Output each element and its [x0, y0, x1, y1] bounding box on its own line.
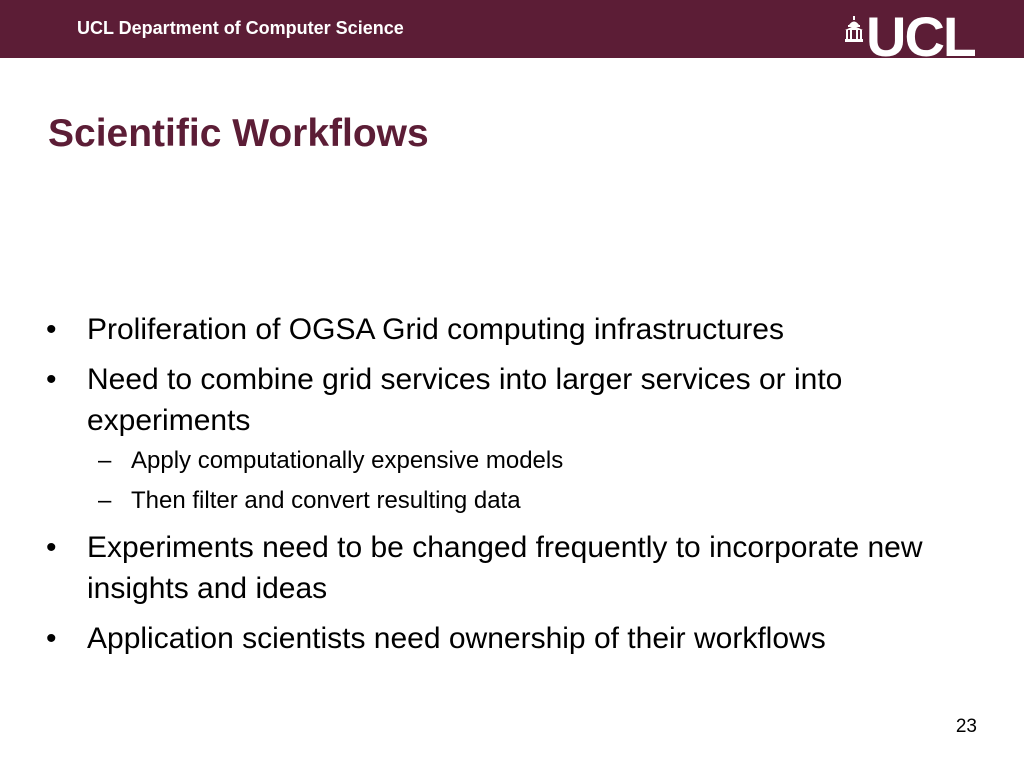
- bullet-text: Application scientists need ownership of their workflows: [87, 622, 826, 655]
- ucl-logo: [844, 15, 975, 59]
- bullet-list: [44, 309, 984, 668]
- logo-text: UCL: [866, 15, 976, 59]
- sub-bullet-text: Then filter and convert resulting data: [131, 487, 521, 514]
- bullet-item: [44, 359, 984, 441]
- page-number: 23: [955, 716, 977, 737]
- sub-bullet-marker: –: [98, 447, 112, 474]
- bullet-item: [44, 309, 984, 350]
- bullet-marker: •: [46, 363, 57, 396]
- bullet-text: Experiments need to be changed frequently to incorporate new insights and ideas: [87, 531, 923, 605]
- sub-bullet-marker: –: [98, 487, 112, 514]
- sub-bullet-item: [44, 445, 984, 477]
- bullet-text: Proliferation of OGSA Grid computing infrastructures: [87, 313, 784, 346]
- sub-bullet-item: [44, 485, 984, 517]
- bullet-marker: •: [46, 531, 57, 564]
- slide-title: Scientific Workflows: [48, 112, 429, 155]
- sub-bullet-text: Apply computationally expensive models: [131, 447, 564, 474]
- header-bar: [0, 0, 1024, 58]
- bullet-marker: •: [46, 313, 57, 346]
- ucl-portico-icon: [844, 16, 864, 42]
- bullet-item: [44, 527, 984, 609]
- bullet-item: [44, 618, 984, 659]
- bullet-text: Need to combine grid services into larger services or into experiments: [87, 363, 843, 437]
- department-name: UCL Department of Computer Science: [77, 18, 404, 38]
- bullet-marker: •: [46, 622, 57, 655]
